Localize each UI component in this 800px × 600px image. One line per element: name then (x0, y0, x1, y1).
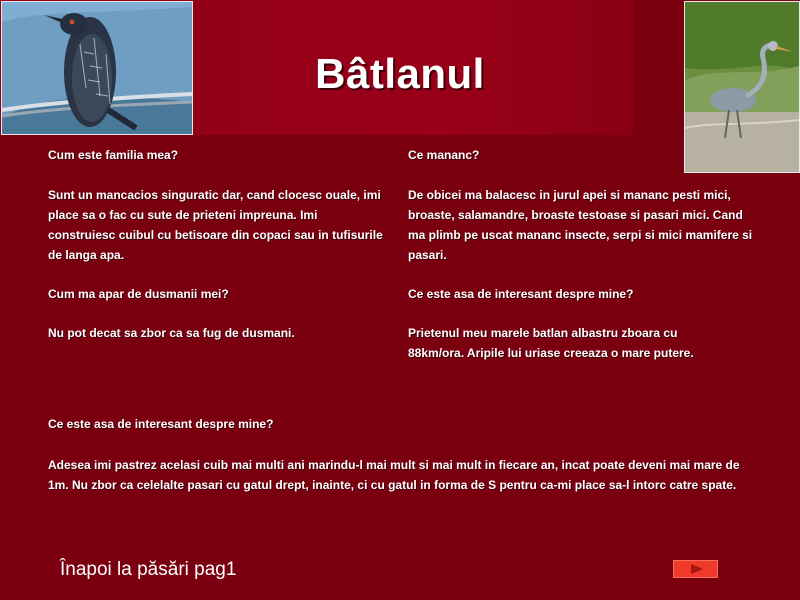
play-arrow-icon (691, 564, 703, 574)
left-answer-1: Sunt un mancacios singuratic dar, cand clocesc ouale, imi place sa o fac cu sute de prieteni impreuna. Imi construiesc cuibul cu betisoare din copaci sau in tufisurile de langa apa. (48, 188, 383, 262)
bottom-answer: Adesea imi pastrez acelasi cuib mai multi ani marindu-l mai mult si mai mult in fiecare an, incat poate deveni mai mare de 1m. Nu zbor ca celelalte pasari cu gatul drept, inainte, ci cu gatul in forma de S pentru ca-mi place sa-l intorc catre spate. (48, 458, 740, 492)
left-question-2: Cum ma apar de dusmanii mei? (48, 287, 229, 301)
back-link[interactable]: Înapoi la păsări pag1 (60, 559, 237, 580)
slide-title: Bâtlanul (315, 50, 485, 97)
left-answer-2: Nu pot decat sa zbor ca sa fug de dusmani. (48, 326, 295, 340)
right-question-1: Ce mananc? (408, 148, 480, 162)
right-question-2: Ce este asa de interesant despre mine? (408, 287, 634, 301)
bottom-question: Ce este asa de interesant despre mine? (48, 417, 274, 431)
heron-photo-left (1, 1, 193, 135)
night-heron-image (2, 2, 192, 134)
right-answer-1: De obicei ma balacesc in jurul apei si mananc pesti mici, broaste, salamandre, broaste testoase si pasari mici. Cand ma plimb pe uscat mananc insecte, serpi si mici mamifere si pasari. (408, 188, 753, 262)
left-question-1: Cum este familia mea? (48, 148, 179, 162)
next-button[interactable] (673, 560, 718, 578)
right-answer-2: Prietenul meu marele batlan albastru zboara cu 88km/ora. Aripile lui uriase creeaza o mare putere. (408, 326, 694, 360)
